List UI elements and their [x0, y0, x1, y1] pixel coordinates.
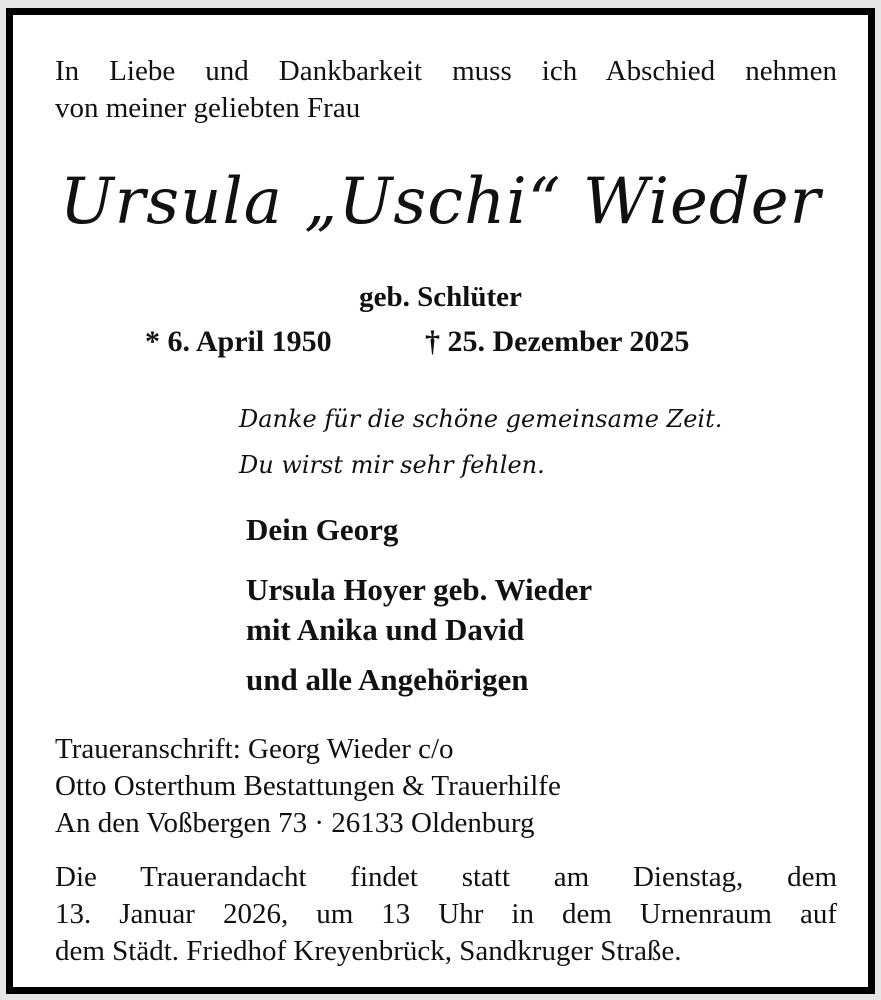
- mourner-1: Dein Georg: [246, 512, 399, 547]
- mourner-4: und alle Angehörigen: [246, 662, 529, 697]
- intro-text: [55, 53, 837, 127]
- birth-name: geb. Schlüter: [359, 281, 522, 313]
- mourner-3: mit Anika und David: [246, 612, 525, 647]
- intro-line-2: von meiner geliebten Frau: [55, 92, 361, 124]
- quote-line-2: Du wirst mir sehr fehlen.: [239, 451, 545, 479]
- address-line-2: Otto Osterthum Bestattungen & Trauerhilfe: [55, 770, 561, 802]
- service-line-1: Die Trauerandacht findet statt am Dienstag, dem: [55, 861, 837, 893]
- intro-line-1-text: In Liebe und Dankbarkeit muss ich Abschied nehmen: [55, 55, 837, 87]
- birth-date: * 6. April 1950: [145, 325, 332, 358]
- address-line-1: Traueranschrift: Georg Wieder c/o: [55, 733, 454, 765]
- address-line-3: An den Voßbergen 73 · 26133 Oldenburg: [55, 807, 535, 839]
- obituary-frame: [6, 8, 875, 994]
- quote-line-1: Danke für die schöne gemeinsame Zeit.: [239, 405, 723, 433]
- deceased-name: Ursula „Uschi“ Wieder: [59, 165, 822, 239]
- intro-line-1: [55, 53, 837, 90]
- mourning-address: [55, 731, 561, 842]
- mourner-2: Ursula Hoyer geb. Wieder: [246, 572, 593, 607]
- service-line-3: dem Städt. Friedhof Kreyenbrück, Sandkruger Straße.: [55, 935, 682, 967]
- service-info: [55, 859, 837, 970]
- service-line-2: 13. Januar 2026, um 13 Uhr in dem Urnenraum auf: [55, 898, 837, 930]
- death-date: † 25. Dezember 2025: [425, 325, 690, 358]
